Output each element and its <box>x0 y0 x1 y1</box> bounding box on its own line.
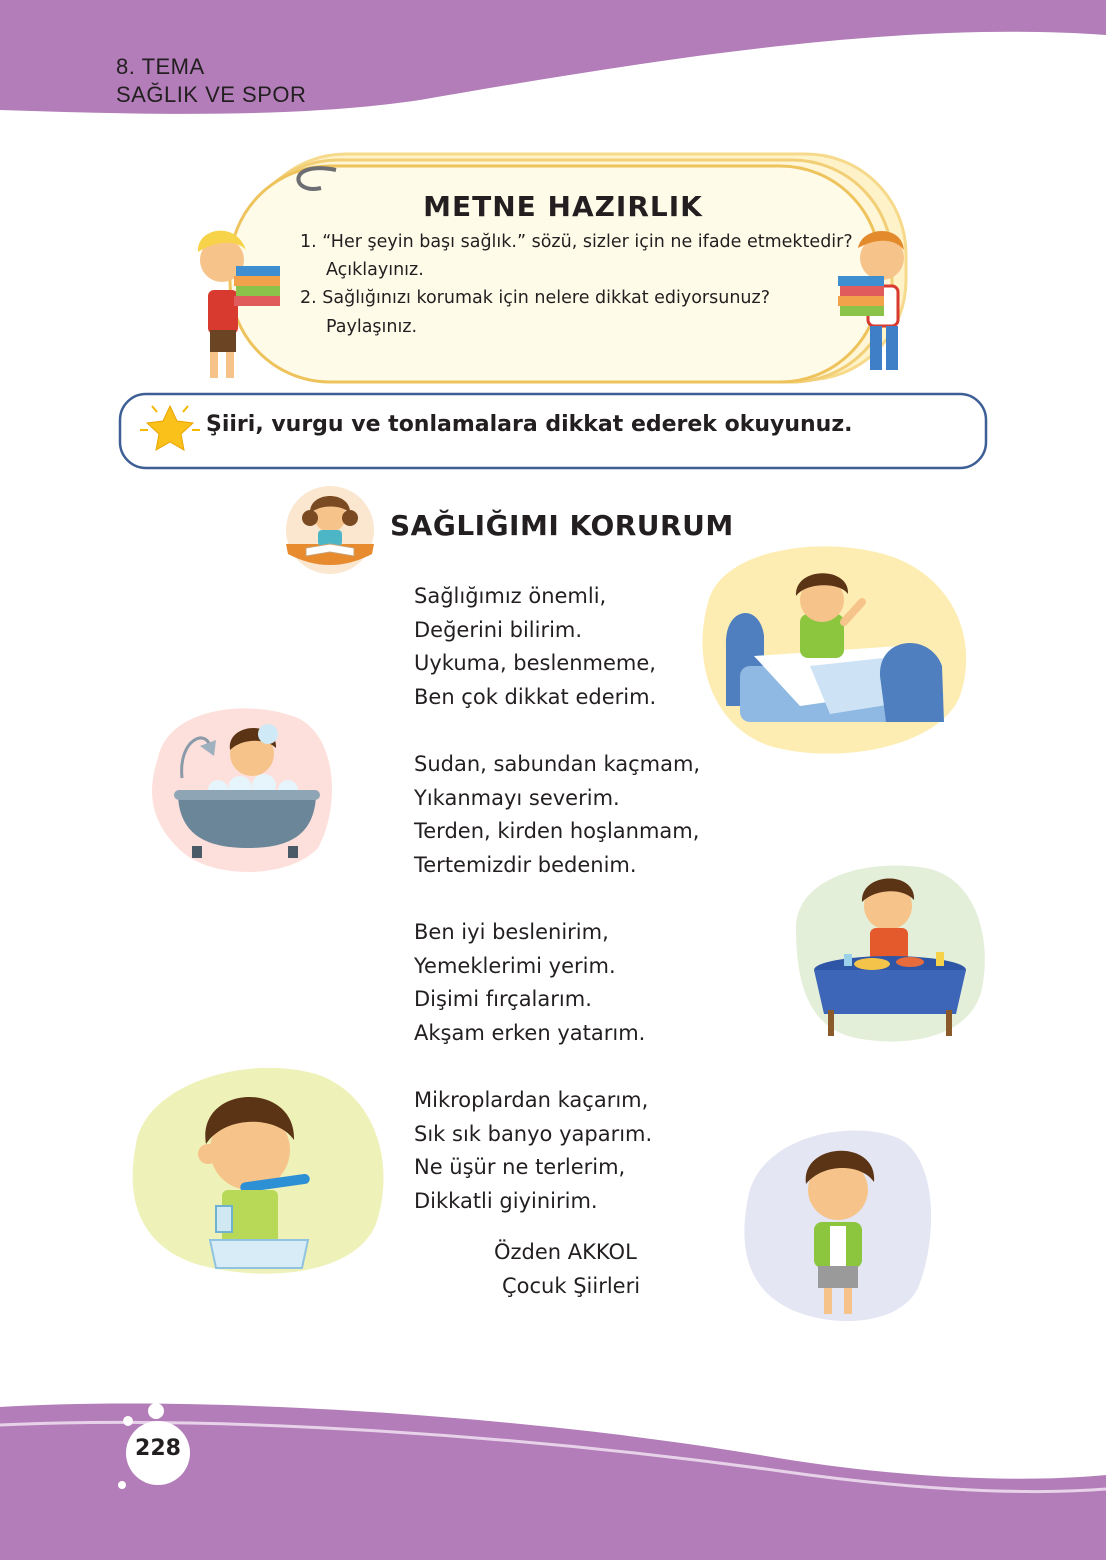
boy-dressing-illustration <box>738 1118 938 1328</box>
bathtub-child-illustration <box>148 698 340 880</box>
poem-author: Özden AKKOL <box>494 1240 637 1264</box>
theme-number: 8. TEMA <box>116 54 205 79</box>
poem-line: Terden, kirden hoşlanmam, <box>414 819 700 843</box>
question-1-line-1: 1. “Her şeyin başı sağlık.” sözü, sizler için ne ifade etmektedir? <box>300 232 853 252</box>
poem-line: Yıkanmayı severim. <box>414 786 620 810</box>
page-number: 228 <box>135 1436 181 1461</box>
poem-line: Dikkatli giyinirim. <box>414 1189 598 1213</box>
question-2-line-2: Paylaşınız. <box>326 317 418 337</box>
question-1-line-2: Açıklayınız. <box>326 260 424 280</box>
poem-line: Tertemizdir bedenim. <box>414 853 637 877</box>
question-2-line-1: 2. Sağlığınızı korumak için nelere dikkat ediyorsunuz? <box>300 288 770 308</box>
prep-card <box>186 140 930 390</box>
instruction-text: Şiiri, vurgu ve tonlamalara dikkat ederek okuyunuz. <box>206 412 853 437</box>
poem-title: SAĞLIĞIMI KORURUM <box>390 509 734 542</box>
poem-line: Ben iyi beslenirim, <box>414 920 609 944</box>
poem-line: Dişimi fırçalarım. <box>414 987 592 1011</box>
boy-in-bed-illustration <box>690 536 980 762</box>
poem-line: Sık sık banyo yaparım. <box>414 1122 653 1146</box>
theme-name: SAĞLIK VE SPOR <box>116 82 307 107</box>
footer-band <box>0 1395 1106 1560</box>
poem-line: Mikroplardan kaçarım, <box>414 1088 649 1112</box>
poem-line: Değerini bilirim. <box>414 618 583 642</box>
poem-line: Ben çok dikkat ederim. <box>414 685 657 709</box>
poem-line: Yemeklerimi yerim. <box>414 954 616 978</box>
boy-brushing-teeth-illustration <box>116 1054 396 1284</box>
poem-line: Akşam erken yatarım. <box>414 1021 646 1045</box>
poem-line: Sudan, sabundan kaçmam, <box>414 752 701 776</box>
poem-line: Uykuma, beslenmeme, <box>414 651 656 675</box>
poem-line: Ne üşür ne terlerim, <box>414 1155 626 1179</box>
poem-line: Sağlığımız önemli, <box>414 584 607 608</box>
boy-eating-illustration <box>786 858 992 1048</box>
poem-source: Çocuk Şiirleri <box>502 1274 641 1298</box>
prep-title: METNE HAZIRLIK <box>423 190 703 223</box>
reading-girl-illustration <box>284 484 376 576</box>
